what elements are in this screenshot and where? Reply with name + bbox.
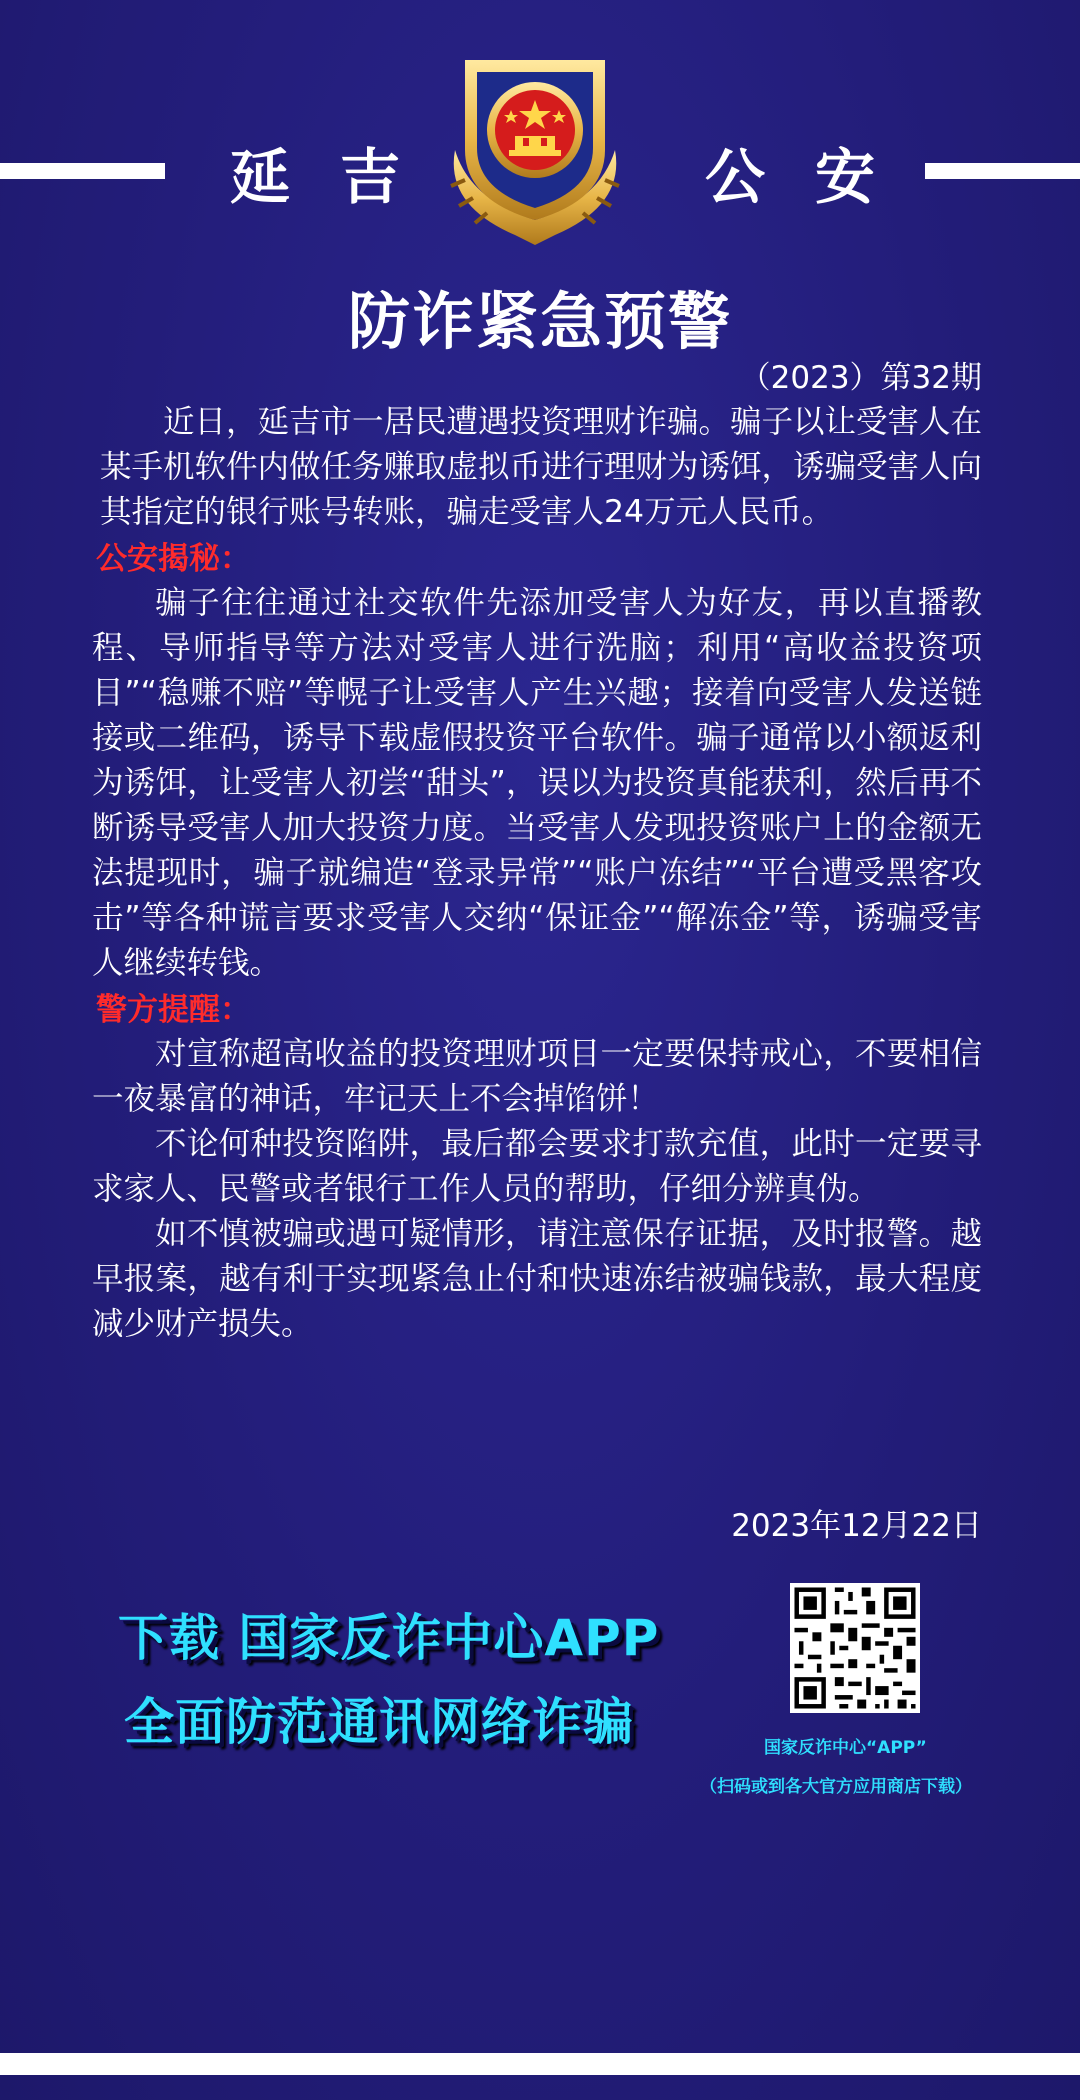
promo-line-1: 下载 国家反诈中心APP <box>118 1609 660 1667</box>
header-line-right <box>925 163 1080 179</box>
reminder-paragraph-3: 如不慎被骗或遇可疑情形，请注意保存证据，及时报警。越早报案，越有利于实现紧急止付和快速冻结被骗钱款，最大程度减少财产损失。 <box>92 1216 982 1342</box>
issue-number: （2023）第32期 <box>739 360 982 396</box>
qr-code-icon[interactable] <box>790 1583 920 1713</box>
reminder-paragraph-1: 对宣称超高收益的投资理财项目一定要保持戒心，不要相信一夜暴富的神话，牢记天上不会掉馅饼！ <box>92 1036 982 1117</box>
reveal-paragraph: 骗子往往通过社交软件先添加受害人为好友，再以直播教程、导师指导等方法对受害人进行洗脑；利用“高收益投资项目”“稳赚不赔”等幌子让受害人产生兴趣；接着向受害人发送链接或二维码，诱导下载虚假投资平台软件。骗子通常以小额返利为诱饵，让受害人初尝“甜头”，误以为投资真能获利，然后再不断诱导受害人加大投资力度。当受害人发现投资账户上的金额无法提现时，骗子就编造“登录异常”“账户冻结”“平台遭受黑客攻击”等各种谎言要求受害人交纳“保证金”“解冻金”等，诱骗受害人继续转钱。 <box>92 585 982 981</box>
page-title: 防诈紧急预警 <box>347 285 732 358</box>
qr-caption-app: 国家反诈中心“APP” <box>764 1738 927 1758</box>
header-city: 延吉 <box>230 143 450 213</box>
police-emblem-icon <box>425 30 645 250</box>
bottom-bar <box>0 2053 1080 2075</box>
section-heading-reveal: 公安揭秘： <box>96 541 251 577</box>
promo-line-2: 全面防范通讯网络诈骗 <box>124 1693 634 1751</box>
notice-body <box>92 400 982 1347</box>
publish-date: 2023年12月22日 <box>731 1508 982 1544</box>
header-line-left <box>0 163 165 179</box>
header-police: 公安 <box>705 143 925 213</box>
qr-caption-instructions: （扫码或到各大官方应用商店下载） <box>700 1777 972 1797</box>
reminder-paragraph-2: 不论何种投资陷阱，最后都会要求打款充值，此时一定要寻求家人、民警或者银行工作人员的帮助，仔细分辨真伪。 <box>92 1126 982 1207</box>
section-heading-reminder: 警方提醒： <box>96 992 251 1028</box>
intro-paragraph: 近日，延吉市一居民遭遇投资理财诈骗。骗子以让受害人在某手机软件内做任务赚取虚拟币进行理财为诱饵，诱骗受害人向其指定的银行账号转账，骗走受害人24万元人民币。 <box>100 404 983 530</box>
